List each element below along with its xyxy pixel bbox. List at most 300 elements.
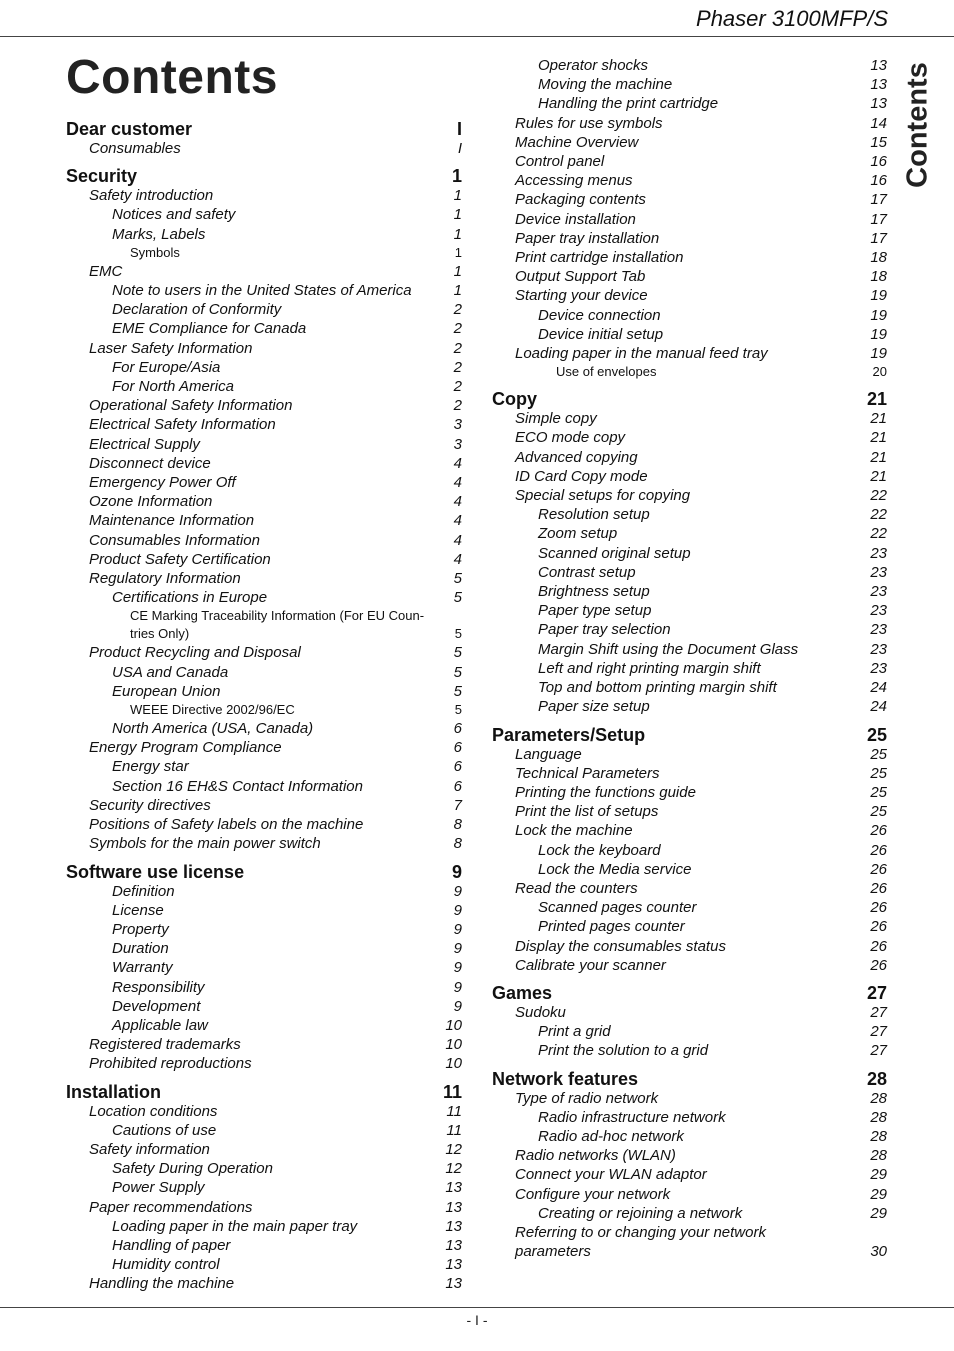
toc-entry-page: 21 (870, 467, 887, 485)
toc-entry-title: Marks, Labels (112, 225, 206, 243)
toc-entry[interactable] (66, 815, 462, 834)
toc-entry-title: Safety information (89, 1140, 210, 1158)
toc-entry-page: 28 (866, 1068, 887, 1089)
toc-entry-page: 21 (870, 429, 887, 447)
toc-entry[interactable] (492, 210, 887, 229)
toc-entry[interactable] (66, 569, 462, 588)
toc-entry[interactable] (66, 958, 462, 977)
toc-entry-page: 24 (870, 679, 887, 697)
toc-entry-page: 15 (870, 133, 887, 151)
toc-entry-page: 16 (870, 153, 887, 171)
toc-entry[interactable] (66, 358, 462, 377)
toc-entry[interactable] (66, 454, 462, 473)
toc-entry[interactable] (66, 978, 462, 997)
toc-entry-title: Declaration of Conformity (112, 301, 282, 319)
toc-entry[interactable] (66, 701, 462, 719)
toc-entry-title: Brightness setup (538, 583, 650, 601)
toc-entry[interactable] (66, 901, 462, 920)
toc-entry-title: Location conditions (89, 1102, 218, 1120)
toc-entry-title: Power Supply (112, 1179, 205, 1197)
toc-entry-title: Type of radio network (515, 1089, 659, 1107)
toc-entry[interactable] (492, 1165, 887, 1184)
toc-entry-page: 19 (870, 306, 887, 324)
toc-entry-title: Connect your WLAN adaptor (515, 1166, 707, 1184)
toc-entry-page: 8 (453, 816, 462, 834)
toc-entry-page: 5 (453, 589, 462, 607)
toc-entry[interactable] (492, 697, 887, 716)
toc-entry-title: Margin Shift using the Document Glass (538, 640, 799, 658)
toc-entry-title: For Europe/Asia (112, 358, 221, 376)
toc-entry-page: 9 (453, 997, 462, 1015)
toc-entry-page: 2 (453, 301, 462, 319)
toc-entry[interactable] (492, 802, 887, 821)
toc-entry-page: 13 (870, 76, 887, 94)
toc-entry-title: Product Safety Certification (89, 550, 271, 568)
toc-entry-page: 11 (446, 1102, 462, 1120)
toc-entry[interactable] (66, 939, 462, 958)
toc-entry-page: 13 (445, 1256, 462, 1274)
toc-entry-title: Lock the keyboard (538, 841, 661, 859)
toc-entry-page: 26 (870, 860, 887, 878)
toc-entry[interactable] (66, 473, 462, 492)
toc-entry-title: Print a grid (538, 1023, 611, 1041)
toc-entry[interactable] (66, 719, 462, 738)
toc-entry-title: Energy Program Compliance (89, 739, 282, 757)
toc-entry[interactable] (66, 244, 462, 262)
toc-entry[interactable] (66, 1178, 462, 1197)
toc-entry[interactable] (492, 467, 887, 486)
toc-entry[interactable] (66, 262, 462, 281)
toc-entry[interactable] (66, 588, 462, 607)
toc-section-entry[interactable] (492, 1069, 887, 1089)
toc-entry[interactable] (492, 1089, 887, 1108)
toc-entry[interactable] (492, 306, 887, 325)
toc-entry-title: Paper tray selection (538, 621, 671, 639)
toc-entry-title: Disconnect device (89, 454, 211, 472)
toc-entry[interactable] (492, 267, 887, 286)
toc-entry-page: 4 (453, 454, 462, 472)
toc-right-column (492, 56, 887, 1261)
toc-entry-title: Rules for use symbols (515, 114, 663, 132)
toc-entry[interactable] (492, 448, 887, 467)
toc-entry-page: 1 (453, 187, 462, 205)
toc-entry[interactable] (492, 1204, 887, 1223)
toc-entry[interactable] (66, 757, 462, 776)
toc-entry[interactable] (492, 409, 887, 428)
toc-entry[interactable] (492, 841, 887, 860)
toc-entry[interactable] (66, 682, 462, 701)
side-tab-label: Contents (901, 62, 934, 188)
toc-entry-page: 28 (870, 1108, 887, 1126)
toc-entry-page: 25 (870, 803, 887, 821)
toc-entry[interactable] (66, 920, 462, 939)
toc-entry[interactable] (66, 1198, 462, 1217)
toc-entry-page: 9 (453, 978, 462, 996)
toc-entry-page: 28 (870, 1089, 887, 1107)
toc-entry-title: Device initial setup (538, 325, 664, 343)
toc-entry-title: Operational Safety Information (89, 397, 293, 415)
toc-section-entry[interactable] (66, 166, 462, 186)
toc-entry-page: 21 (870, 448, 887, 466)
toc-entry-page: 6 (453, 758, 462, 776)
toc-entry-title: WEEE Directive 2002/96/EC (130, 702, 295, 718)
toc-entry-title: Paper tray installation (515, 229, 660, 247)
toc-entry[interactable] (66, 1016, 462, 1035)
toc-entry-page: 1 (453, 262, 462, 280)
toc-entry-title: Paper recommendations (89, 1198, 253, 1216)
toc-entry-page: 27 (870, 1042, 887, 1060)
toc-entry-title: European Union (112, 682, 221, 700)
toc-entry-title: Radio infrastructure network (538, 1108, 726, 1126)
toc-entry-title: Ozone Information (89, 493, 213, 511)
toc-entry-page: 5 (454, 702, 462, 718)
toc-entry[interactable] (492, 1041, 887, 1060)
toc-entry[interactable] (66, 1035, 462, 1054)
toc-entry[interactable] (492, 75, 887, 94)
toc-entry-title: Creating or rejoining a network (538, 1204, 743, 1222)
toc-entry-page: 9 (453, 920, 462, 938)
toc-entry[interactable] (492, 344, 887, 363)
toc-entry-page: 19 (870, 325, 887, 343)
toc-entry-title: Dear customer (66, 119, 193, 139)
toc-entry-page: 6 (453, 777, 462, 795)
toc-entry-page: 27 (870, 1003, 887, 1021)
toc-entry-page: 30 (870, 1243, 887, 1261)
toc-entry-title: Language (515, 745, 582, 763)
toc-entry[interactable] (492, 937, 887, 956)
toc-entry-page: 26 (870, 937, 887, 955)
toc-entry[interactable] (66, 415, 462, 434)
toc-section-entry[interactable] (492, 725, 887, 745)
toc-entry[interactable] (66, 1140, 462, 1159)
toc-entry-page: 10 (445, 1036, 462, 1054)
toc-section-entry[interactable] (492, 389, 887, 409)
toc-entry[interactable] (66, 663, 462, 682)
toc-entry[interactable] (492, 1003, 887, 1022)
toc-entry[interactable] (492, 114, 887, 133)
toc-entry[interactable] (492, 582, 887, 601)
toc-entry-title: Duration (112, 940, 169, 958)
toc-section-entry[interactable] (492, 983, 887, 1003)
toc-entry-page: 5 (453, 570, 462, 588)
toc-entry-page: 10 (445, 1016, 462, 1034)
toc-entry-title: Printing the functions guide (515, 783, 696, 801)
toc-entry[interactable] (66, 1217, 462, 1236)
toc-entry-page: 1 (453, 206, 462, 224)
toc-entry-title: Product Recycling and Disposal (89, 644, 301, 662)
toc-entry-title: For North America (112, 378, 234, 396)
toc-entry[interactable] (66, 1236, 462, 1255)
toc-entry[interactable] (492, 659, 887, 678)
toc-entry-title: Cautions of use (112, 1121, 217, 1139)
toc-entry[interactable] (66, 377, 462, 396)
toc-entry-title: CE Marking Traceability Information (For EU Coun- tries Only) (130, 608, 425, 642)
toc-entry-title: Emergency Power Off (89, 474, 236, 492)
toc-entry[interactable] (66, 550, 462, 569)
toc-entry-title: Left and right printing margin shift (538, 659, 761, 677)
toc-entry-page: 27 (866, 982, 887, 1003)
toc-entry-title: Electrical Safety Information (89, 416, 276, 434)
toc-entry-page: 25 (870, 745, 887, 763)
toc-entry-page: 6 (453, 739, 462, 757)
toc-entry[interactable] (492, 860, 887, 879)
toc-entry-title: ID Card Copy mode (515, 467, 648, 485)
toc-entry[interactable] (66, 607, 462, 643)
toc-entry-title: Use of envelopes (556, 364, 657, 380)
toc-entry-title: Symbols for the main power switch (89, 835, 321, 853)
toc-entry-title: Property (112, 920, 169, 938)
toc-entry[interactable] (66, 1121, 462, 1140)
toc-entry-page: 17 (870, 191, 887, 209)
page-title: Contents (66, 51, 278, 104)
toc-entry-title: Handling the machine (89, 1275, 235, 1293)
toc-entry-title: Loading paper in the manual feed tray (515, 345, 768, 363)
toc-entry-title: Radio ad-hoc network (538, 1127, 684, 1145)
toc-entry-title: Laser Safety Information (89, 339, 253, 357)
toc-entry-title: ECO mode copy (515, 429, 626, 447)
document-header-title: Phaser 3100MFP/S (696, 6, 888, 31)
toc-entry-page: 26 (870, 841, 887, 859)
toc-entry-page: 4 (453, 493, 462, 511)
toc-entry-page: 9 (451, 861, 462, 882)
toc-section-entry[interactable] (66, 119, 462, 139)
toc-entry-page: I (456, 119, 462, 139)
toc-entry-page: 12 (445, 1160, 462, 1178)
toc-entry-title: Advanced copying (515, 448, 638, 466)
toc-entry-page: 2 (453, 397, 462, 415)
toc-entry[interactable] (492, 563, 887, 582)
toc-entry-title: Maintenance Information (89, 512, 255, 530)
toc-entry-page: 3 (453, 416, 462, 434)
toc-entry-page: 23 (870, 640, 887, 658)
toc-entry-title: Moving the machine (538, 76, 673, 94)
toc-entry[interactable] (66, 882, 462, 901)
toc-entry[interactable] (492, 745, 887, 764)
toc-entry[interactable] (492, 956, 887, 975)
toc-entry-title: Definition (112, 882, 175, 900)
toc-entry-page: 26 (870, 822, 887, 840)
toc-entry-title: Development (112, 997, 201, 1015)
toc-entry-page: 19 (870, 345, 887, 363)
toc-entry-page: 4 (453, 531, 462, 549)
toc-entry[interactable] (66, 1159, 462, 1178)
toc-entry[interactable] (66, 339, 462, 358)
toc-entry-title: Consumables Information (89, 531, 260, 549)
toc-entry[interactable] (492, 229, 887, 248)
toc-entry[interactable] (492, 486, 887, 505)
toc-entry[interactable] (66, 834, 462, 853)
toc-entry[interactable] (492, 505, 887, 524)
toc-entry-page: 21 (866, 389, 887, 410)
toc-entry-page: 1 (453, 225, 462, 243)
toc-entry[interactable] (66, 738, 462, 757)
footer-rule (0, 1307, 954, 1308)
toc-entry-title: Printed pages counter (538, 918, 685, 936)
toc-entry[interactable] (492, 1223, 887, 1261)
toc-entry-page: 21 (870, 410, 887, 428)
toc-entry[interactable] (492, 94, 887, 113)
toc-entry-page: 13 (445, 1198, 462, 1216)
toc-entry[interactable] (66, 643, 462, 662)
toc-entry-page: 1 (453, 282, 462, 300)
toc-entry-title: Safety introduction (89, 187, 214, 205)
toc-entry-title: Security (66, 166, 138, 187)
toc-entry-page: 11 (446, 1121, 462, 1139)
toc-entry-page: 23 (870, 621, 887, 639)
toc-section-entry[interactable] (66, 1082, 462, 1102)
toc-entry[interactable] (492, 879, 887, 898)
toc-entry-page: 23 (870, 602, 887, 620)
toc-entry-title: Read the counters (515, 879, 638, 897)
toc-entry-title: Consumables (89, 140, 181, 157)
toc-entry[interactable] (492, 640, 887, 659)
toc-entry[interactable] (492, 325, 887, 344)
toc-entry-title: Print cartridge installation (515, 249, 684, 267)
toc-entry-page: 4 (453, 474, 462, 492)
toc-left-column (66, 119, 462, 1294)
toc-entry-page: 2 (453, 358, 462, 376)
toc-entry[interactable] (66, 186, 462, 205)
toc-entry-page: 9 (453, 901, 462, 919)
toc-entry-title: Device connection (538, 306, 661, 324)
side-tab (898, 60, 938, 190)
toc-entry[interactable] (492, 544, 887, 563)
toc-entry[interactable] (66, 319, 462, 338)
toc-entry[interactable] (66, 205, 462, 224)
toc-entry-title: Zoom setup (538, 525, 618, 543)
toc-entry-title: Software use license (66, 861, 245, 882)
toc-entry[interactable] (492, 764, 887, 783)
toc-entry[interactable] (66, 281, 462, 300)
toc-entry[interactable] (492, 524, 887, 543)
toc-entry[interactable] (66, 1054, 462, 1073)
toc-entry-page: 9 (453, 959, 462, 977)
toc-entry-page: 23 (870, 659, 887, 677)
toc-entry[interactable] (492, 1146, 887, 1165)
toc-entry-title: Display the consumables status (515, 937, 726, 955)
toc-entry-title: Paper size setup (538, 698, 650, 716)
toc-entry-page: 6 (453, 720, 462, 738)
toc-entry-page: 12 (445, 1140, 462, 1158)
toc-entry[interactable] (492, 248, 887, 267)
toc-entry-title: Applicable law (112, 1016, 208, 1034)
toc-entry[interactable] (492, 1127, 887, 1146)
toc-entry-title: Configure your network (515, 1185, 671, 1203)
toc-entry-page: 23 (870, 563, 887, 581)
toc-entry-page: 26 (870, 956, 887, 974)
toc-entry-page: 17 (870, 229, 887, 247)
toc-entry[interactable] (66, 997, 462, 1016)
toc-entry[interactable] (66, 225, 462, 244)
toc-entry[interactable] (66, 777, 462, 796)
toc-entry-page: 5 (453, 644, 462, 662)
toc-entry-title: Radio networks (WLAN) (515, 1147, 676, 1165)
toc-entry[interactable] (492, 171, 887, 190)
toc-entry-page: 25 (870, 764, 887, 782)
toc-entry[interactable] (492, 152, 887, 171)
toc-entry-page: 28 (870, 1147, 887, 1165)
toc-entry[interactable] (66, 796, 462, 815)
toc-entry-page: 5 (453, 663, 462, 681)
toc-entry[interactable] (66, 511, 462, 530)
toc-entry-page: 3 (453, 435, 462, 453)
toc-entry[interactable] (492, 601, 887, 620)
toc-entry[interactable] (492, 620, 887, 639)
toc-entry-title: Operator shocks (538, 57, 649, 74)
toc-entry-title: Paper type setup (538, 602, 652, 620)
toc-entry-title: Device installation (515, 210, 636, 228)
toc-entry[interactable] (492, 1185, 887, 1204)
toc-entry-title: Safety During Operation (112, 1160, 273, 1178)
toc-entry-title: Machine Overview (515, 133, 639, 151)
toc-entry[interactable] (492, 428, 887, 447)
toc-entry[interactable] (492, 898, 887, 917)
toc-entry-title: Top and bottom printing margin shift (538, 679, 777, 697)
toc-entry-page: 7 (453, 796, 462, 814)
toc-entry-title: Control panel (515, 153, 605, 171)
toc-entry-title: USA and Canada (112, 663, 229, 681)
toc-entry-page: 4 (453, 512, 462, 530)
toc-entry-page: 29 (870, 1185, 887, 1203)
toc-entry[interactable] (492, 783, 887, 802)
toc-entry-title: Lock the machine (515, 822, 633, 840)
toc-entry-title: Network features (492, 1068, 639, 1089)
toc-entry[interactable] (66, 531, 462, 550)
toc-entry-page: 27 (870, 1023, 887, 1041)
toc-entry[interactable] (66, 492, 462, 511)
toc-entry-page: 29 (870, 1166, 887, 1184)
toc-entry[interactable] (66, 1274, 462, 1293)
toc-entry-title: Handling the print cartridge (538, 95, 719, 113)
toc-entry-title: Section 16 EH&S Contact Information (112, 777, 363, 795)
toc-entry-title: Accessing menus (515, 172, 633, 190)
toc-entry[interactable] (492, 917, 887, 936)
toc-entry-page: 26 (870, 899, 887, 917)
toc-entry-page: 29 (870, 1204, 887, 1222)
toc-entry-page: 19 (870, 287, 887, 305)
toc-entry[interactable] (492, 133, 887, 152)
toc-entry-page: 11 (442, 1081, 462, 1102)
toc-entry[interactable] (66, 435, 462, 454)
toc-entry[interactable] (492, 821, 887, 840)
toc-entry-title: Parameters/Setup (492, 724, 646, 745)
toc-entry[interactable] (492, 1108, 887, 1127)
toc-entry-page: 8 (453, 835, 462, 853)
toc-entry-page: 17 (870, 210, 887, 228)
toc-entry[interactable] (492, 286, 887, 305)
toc-entry[interactable] (492, 1022, 887, 1041)
toc-entry-title: Scanned pages counter (538, 899, 697, 917)
toc-entry-page: 24 (870, 698, 887, 716)
toc-entry-title: EME Compliance for Canada (112, 320, 307, 338)
toc-entry[interactable] (492, 56, 887, 75)
toc-section-entry[interactable] (66, 862, 462, 882)
toc-entry-title: Note to users in the United States of America (112, 282, 412, 300)
toc-entry[interactable] (492, 363, 887, 381)
toc-entry[interactable] (492, 678, 887, 697)
toc-entry[interactable] (492, 190, 887, 209)
toc-entry[interactable] (66, 300, 462, 319)
toc-entry[interactable] (66, 396, 462, 415)
toc-entry[interactable] (66, 1102, 462, 1121)
toc-entry-title: Print the list of setups (515, 803, 659, 821)
toc-entry-title: Technical Parameters (515, 764, 660, 782)
toc-entry[interactable] (66, 139, 462, 158)
page-number: - I - (466, 1312, 488, 1328)
toc-entry[interactable] (66, 1255, 462, 1274)
toc-entry-page: 2 (453, 378, 462, 396)
toc-entry-page: 23 (870, 544, 887, 562)
